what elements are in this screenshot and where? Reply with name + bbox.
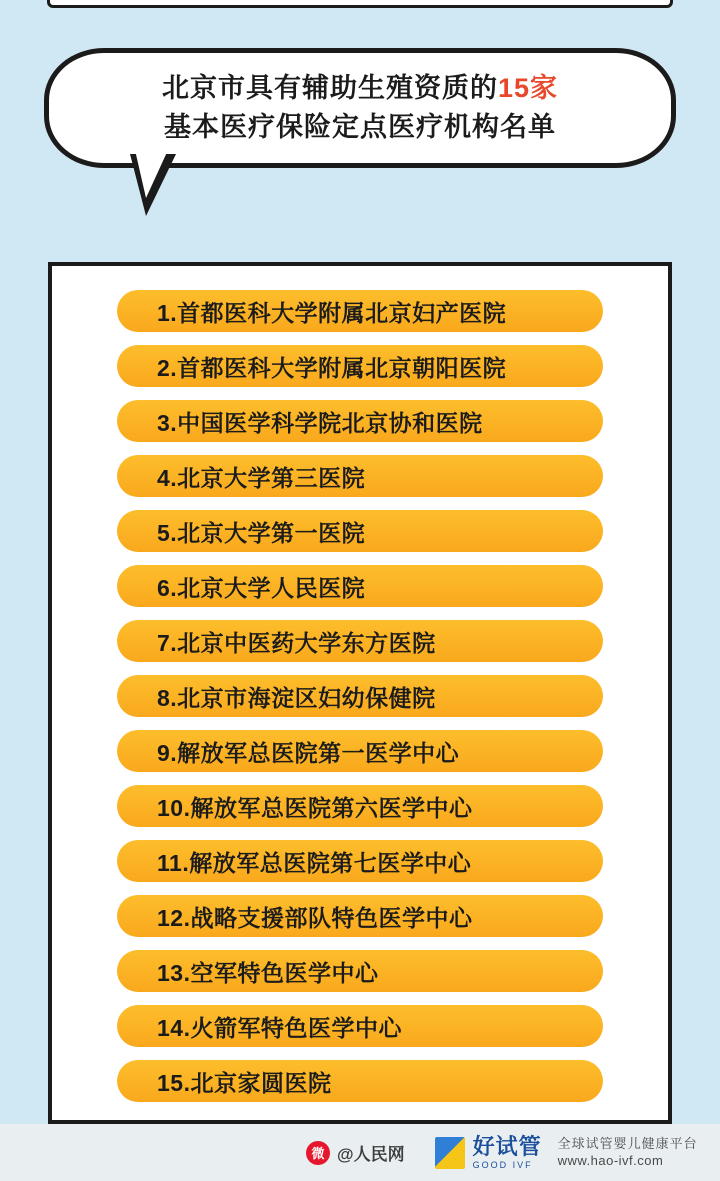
brand-logo [435,1133,542,1170]
list-item-label: 11.解放军总医院第七医学中心 [157,849,472,876]
list-item-label: 14.火箭军特色医学中心 [157,1014,402,1041]
list-item-label: 12.战略支援部队特色医学中心 [157,904,473,931]
list-item-label: 15.北京家圆医院 [157,1069,332,1096]
title-speech-bubble [44,48,676,208]
list-item [117,785,603,827]
brand-name-cn: 好试管 [472,1133,542,1159]
list-item-label: 1.首都医科大学附属北京妇产医院 [157,299,507,326]
list-item-label: 5.北京大学第一医院 [157,519,366,546]
list-item-label: 9.解放军总医院第一医学中心 [157,739,460,766]
list-item [117,400,603,442]
list-item [117,290,603,332]
brand-mark-icon [435,1137,465,1169]
hospital-list-card [48,262,672,1124]
list-item [117,565,603,607]
list-item [117,950,603,992]
list-item-label: 8.北京市海淀区妇幼保健院 [157,684,436,711]
bubble-count-highlight: 15家 [497,72,559,103]
weibo-icon: 微 [306,1141,330,1165]
list-item-label: 10.解放军总医院第六医学中心 [157,794,473,821]
list-item-label: 3.中国医学科学院北京协和医院 [157,409,483,436]
weibo-credit [306,1140,405,1165]
brand-website: www.hao-ivf.com [557,1152,664,1168]
list-item [117,840,603,882]
list-item-label: 2.首都医科大学附属北京朝阳医院 [157,354,507,381]
top-background-strip [0,0,720,22]
list-item [117,895,603,937]
list-item [117,730,603,772]
footer-bar [0,1124,720,1181]
list-item-label: 4.北京大学第三医院 [157,464,366,491]
list-item [117,510,603,552]
bubble-line-1-text: 北京市具有辅助生殖资质的 [161,72,498,103]
weibo-account-name: @人民网 [337,1145,405,1164]
list-item [117,345,603,387]
list-item-label: 6.北京大学人民医院 [157,574,366,601]
bubble-line-1 [162,69,558,108]
bubble-line-2: 基本医疗保险定点医疗机构名单 [164,112,556,142]
brand-tagline: 全球试管婴儿健康平台 [557,1136,698,1152]
list-item [117,675,603,717]
brand-name-en: GOOD IVF [472,1159,533,1170]
brand-text [472,1133,542,1170]
previous-card-sliver [47,0,673,8]
list-item [117,455,603,497]
list-item [117,620,603,662]
list-item-label: 13.空军特色医学中心 [157,959,379,986]
list-item-label: 7.北京中医药大学东方医院 [157,629,436,656]
list-item [117,1005,603,1047]
brand-tagline-block [558,1136,698,1169]
list-item [117,1060,603,1102]
